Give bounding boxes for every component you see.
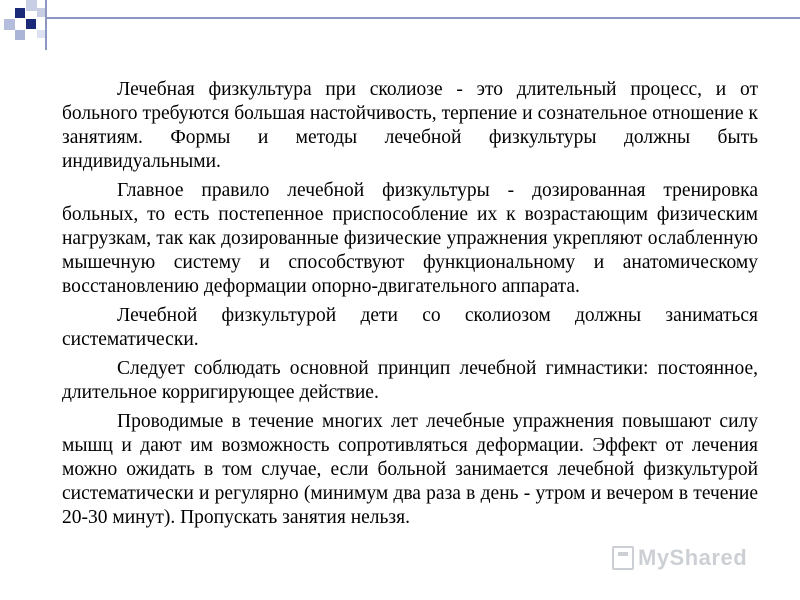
paragraph-2: Главное правило лечебной физкультуры - дозированная тренировка больных, то есть постепенное приспособление их к возрастающим физическим нагрузкам, так как дозированные физические упражнения укрепляют ослабленную мышечную систему и способствуют функциональному и анатомическому восстановлению деформации опорно-двигательного аппарата. [62,180,758,297]
watermark-text: MyShared [638,545,748,570]
decor-vertical-line [45,0,47,50]
decor-square [15,30,25,40]
decor-square [15,8,25,18]
decor-square [4,19,15,30]
slide-corner-decoration [0,0,60,60]
paragraph-4: Следует соблюдать основной принцип лечебной гимнастики: постоянное, длительное корригирующее действие. [62,358,758,403]
decor-square [26,19,36,29]
watermark-logo [612,540,762,576]
presentation-icon [612,546,634,570]
decor-square [37,30,45,38]
paragraph-3: Лечебной физкультурой дети со сколиозом должны заниматься систематически. [62,305,758,350]
paragraph-5: Проводимые в течение многих лет лечебные упражнения повышают силу мышц и дают им возможность сопротивляться деформации. Эффект от лечения можно ожидать в том случае, если больной занимается лечебной физкультурой систематически и регулярно (минимум два раза в день - утром и вечером в течение 20-30 минут). Пропускать занятия нельзя. [62,411,758,528]
paragraph-1: Лечебная физкультура при сколиозе - это длительный процесс, и от больного требуются большая настойчивость, терпение и сознательное отношение к занятиям. Формы и методы лечебной физкультуры должны быть индивидуальными. [62,79,758,172]
decor-horizontal-line [45,17,800,19]
slide-body-text [62,78,758,535]
decor-square [26,0,37,11]
